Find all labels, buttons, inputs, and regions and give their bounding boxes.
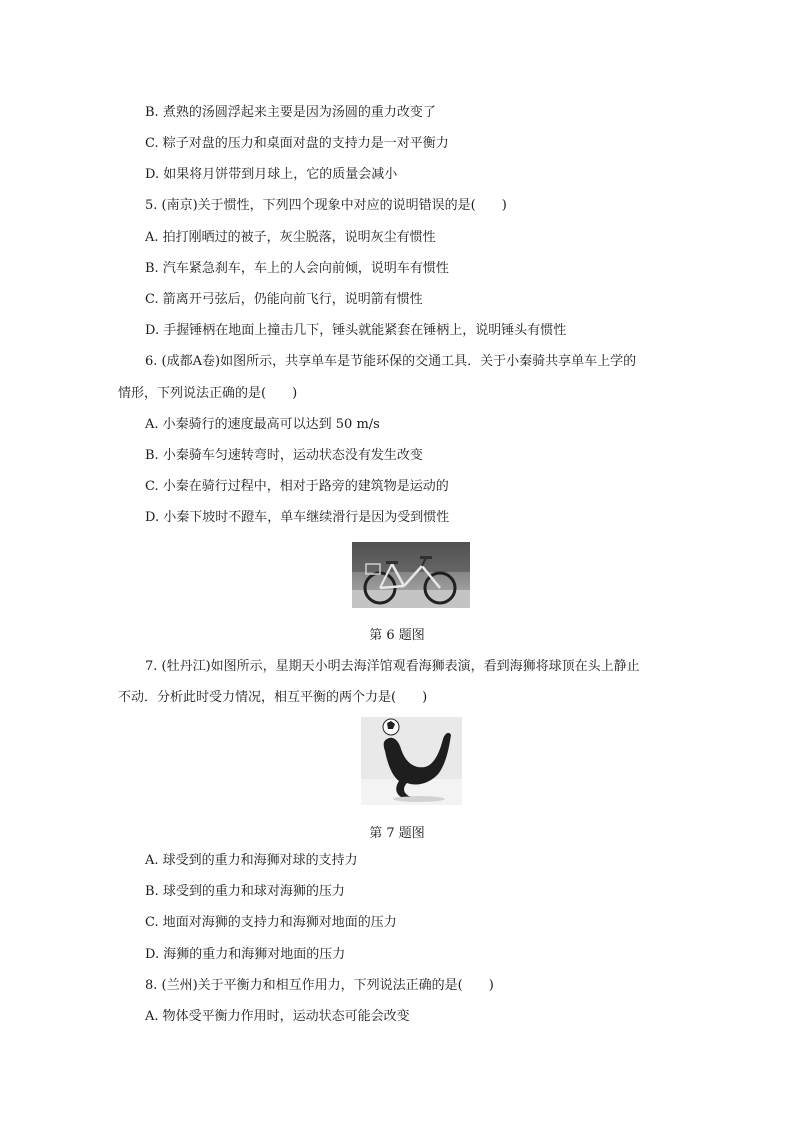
q7-option-c: C. 地面对海狮的支持力和海狮对地面的压力 xyxy=(145,915,397,930)
q5-stem: 5. (南京)关于惯性，下列四个现象中对应的说明错误的是( ) xyxy=(145,198,507,213)
q6-option-a: A. 小秦骑行的速度最高可以达到 50 m/s xyxy=(145,417,380,432)
q7-option-b: B. 球受到的重力和球对海狮的压力 xyxy=(145,884,345,899)
q5-option-a: A. 拍打刚晒过的被子，灰尘脱落，说明灰尘有惯性 xyxy=(145,230,436,245)
q7-stem-line1: 7. (牡丹江)如图所示，星期天小明去海洋馆观看海狮表演，看到海狮将球顶在头上静止 xyxy=(145,659,640,674)
q5-option-d: D. 手握锤柄在地面上撞击几下，锤头就能紧套在锤柄上，说明锤头有惯性 xyxy=(145,323,567,338)
q7-stem-line2: 不动．分析此时受力情况，相互平衡的两个力是( ) xyxy=(118,690,428,705)
q5-option-c: C. 箭离开弓弦后，仍能向前飞行，说明箭有惯性 xyxy=(145,292,423,307)
figure-7-caption: 第 7 题图 xyxy=(369,826,425,841)
q7-option-d: D. 海狮的重力和海狮对地面的压力 xyxy=(145,947,346,962)
q6-stem-line2: 情形，下列说法正确的是( ) xyxy=(118,386,298,401)
sea-lion-photo xyxy=(361,717,462,805)
q8-option-a: A. 物体受平衡力作用时，运动状态可能会改变 xyxy=(145,1009,410,1024)
q5-option-b: B. 汽车紧急刹车，车上的人会向前倾，说明车有惯性 xyxy=(145,261,449,276)
q6-option-b: B. 小秦骑车匀速转弯时，运动状态没有发生改变 xyxy=(145,448,423,463)
bicycle-photo xyxy=(352,542,470,608)
q4-option-c: C. 粽子对盘的压力和桌面对盘的支持力是一对平衡力 xyxy=(145,136,449,151)
figure-6-caption: 第 6 题图 xyxy=(369,628,425,643)
q6-option-d: D. 小秦下坡时不蹬车，单车继续滑行是因为受到惯性 xyxy=(145,510,450,525)
q6-stem-line1: 6. (成都A卷)如图所示，共享单车是节能环保的交通工具．关于小秦骑共享单车上学的 xyxy=(145,354,637,369)
q8-stem: 8. (兰州)关于平衡力和相互作用力，下列说法正确的是( ) xyxy=(145,978,494,993)
q4-option-d: D. 如果将月饼带到月球上，它的质量会减小 xyxy=(145,167,398,182)
q4-option-b: B. 煮熟的汤圆浮起来主要是因为汤圆的重力改变了 xyxy=(145,105,436,120)
q6-option-c: C. 小秦在骑行过程中，相对于路旁的建筑物是运动的 xyxy=(145,479,449,494)
q7-option-a: A. 球受到的重力和海狮对球的支持力 xyxy=(145,853,358,868)
